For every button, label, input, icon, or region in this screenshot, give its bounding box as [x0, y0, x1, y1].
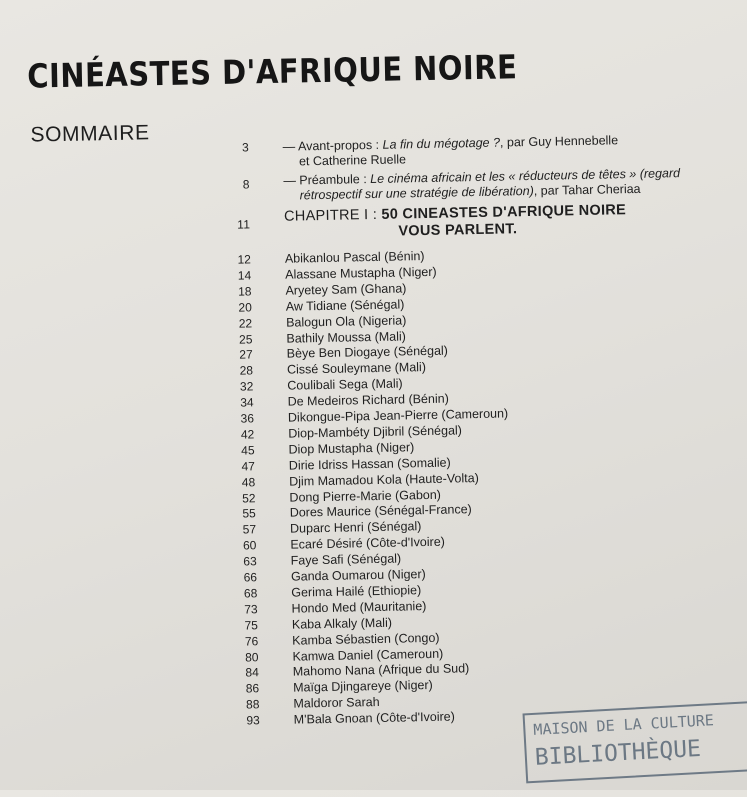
- filmmaker-name: Coulibali Sega (Mali): [287, 376, 403, 393]
- page-number: 52: [241, 490, 256, 506]
- entry-title: Le cinéma africain et les « réducteurs de têtes » (regard: [370, 166, 681, 187]
- chapter-text: [284, 202, 627, 243]
- filmmaker-name: Kamwa Daniel (Cameroun): [292, 646, 444, 664]
- filmmaker-name: Diop Mustapha (Niger): [288, 440, 415, 457]
- filmmaker-name: Ecaré Désiré (Côte-d'Ivoire): [290, 534, 446, 552]
- filmmaker-name: Kamba Sébastien (Congo): [292, 630, 440, 648]
- toc-entry: [0, 243, 746, 267]
- page-title: CINÉASTES D'AFRIQUE NOIRE: [26, 47, 518, 96]
- page-number: 48: [241, 474, 256, 490]
- page-number: 80: [245, 649, 259, 665]
- filmmaker-name: Dong Pierre-Marie (Gabon): [289, 487, 442, 505]
- page-number: 63: [243, 554, 257, 569]
- filmmaker-name: Alassane Mustapha (Niger): [285, 264, 437, 282]
- filmmaker-name: Ganda Oumarou (Niger): [290, 567, 426, 584]
- filmmaker-name: Hondo Med (Mauritanie): [291, 598, 427, 616]
- filmmaker-name: Diop-Mambéty Djibril (Sénégal): [288, 423, 463, 441]
- page-number: 20: [238, 300, 252, 315]
- filmmaker-name: Abikanlou Pascal (Bénin): [284, 249, 425, 266]
- filmmaker-name: Duparc Henri (Sénégal): [289, 519, 422, 536]
- entry-text: [283, 166, 680, 204]
- page-number: 12: [237, 252, 252, 267]
- filmmaker-name: Maldoror Sarah: [293, 695, 380, 711]
- filmmaker-name: Dikongue-Pipa Jean-Pierre (Cameroun): [287, 406, 509, 425]
- chapter-title: 50 CINEASTES D'AFRIQUE NOIRE: [381, 202, 627, 223]
- library-stamp: [523, 700, 747, 783]
- entry-author: , par Guy Hennebelle: [499, 133, 619, 150]
- page-number: 34: [240, 395, 254, 410]
- page-number: 60: [242, 538, 257, 553]
- filmmaker-name: Aw Tidiane (Sénégal): [285, 297, 405, 314]
- toc-chapter: [0, 200, 745, 240]
- filmmaker-name: Dirie Idriss Hassan (Somalie): [288, 455, 451, 473]
- entry-title-cont: rétrospectif sur une stratégie de libération): [299, 183, 534, 203]
- page-number: 88: [245, 697, 260, 712]
- page-number: 45: [241, 443, 255, 458]
- filmmaker-name: Balogun Ola (Nigeria): [285, 312, 407, 330]
- page-number: 76: [244, 633, 259, 649]
- page-number: 28: [239, 363, 254, 378]
- entry-label: — Avant-propos :: [282, 137, 383, 154]
- filmmaker-name: Mahomo Nana (Afrique du Sud): [292, 661, 470, 680]
- filmmaker-name: Aryetey Sam (Ghana): [285, 281, 407, 298]
- page-number: 75: [244, 617, 259, 633]
- entry-title: La fin du mégotage ?: [382, 135, 501, 152]
- filmmaker-name: Dores Maurice (Sénégal-France): [289, 502, 472, 521]
- filmmaker-name: Gerima Hailé (Ethiopie): [291, 583, 422, 600]
- page-number: 32: [239, 379, 254, 394]
- page-number: 86: [245, 681, 260, 696]
- filmmaker-name: Djim Mamadou Kola (Haute-Volta): [289, 470, 479, 489]
- filmmaker-name: Kaba Alkaly (Mali): [291, 615, 393, 632]
- page-number: 14: [237, 268, 252, 283]
- page-number: 47: [241, 458, 255, 474]
- filmmaker-name: Maïga Djingareye (Niger): [292, 678, 433, 695]
- entry-author-cont: et Catherine Ruelle: [298, 152, 407, 169]
- page-number: 93: [246, 713, 260, 728]
- page-number: 55: [242, 506, 256, 521]
- entry-author: , par Tahar Cheriaa: [533, 181, 641, 198]
- page-number: 3: [241, 140, 249, 155]
- stamp-line: MAISON DE LA CULTURE: [532, 711, 715, 739]
- page-number: 42: [240, 427, 255, 442]
- chapter-title-cont: VOUS PARLENT.: [398, 221, 518, 240]
- chapter-label: CHAPITRE I :: [283, 206, 382, 225]
- page-number: 73: [244, 602, 258, 617]
- page-number: 27: [239, 347, 253, 362]
- page-number: 84: [245, 665, 259, 680]
- filmmaker-name: M'Bala Gnoan (Côte-d'Ivoire): [293, 709, 455, 727]
- filmmaker-name: Bathily Moussa (Mali): [286, 328, 407, 346]
- filmmaker-name: Bèye Ben Diogaye (Sénégal): [286, 343, 449, 362]
- page-number: 8: [242, 177, 250, 192]
- page-number: 22: [238, 315, 253, 331]
- filmmaker-name: Faye Safi (Sénégal): [290, 551, 402, 568]
- page-number: 18: [238, 284, 252, 299]
- entry-text: [283, 133, 619, 169]
- page-number: 66: [243, 570, 258, 585]
- stamp-line: BIBLIOTHÈQUE: [534, 735, 702, 771]
- page-number: 36: [240, 411, 255, 426]
- page-number: 25: [238, 331, 253, 347]
- page-number: 11: [237, 217, 251, 232]
- entry-label: — Préambule :: [283, 172, 371, 188]
- filmmaker-name: De Medeiros Richard (Bénin): [287, 391, 449, 409]
- page-number: 68: [243, 586, 258, 601]
- section-heading: SOMMAIRE: [30, 121, 150, 147]
- filmmaker-name: Cissé Souleymane (Mali): [286, 360, 427, 377]
- page-number: 57: [242, 522, 257, 537]
